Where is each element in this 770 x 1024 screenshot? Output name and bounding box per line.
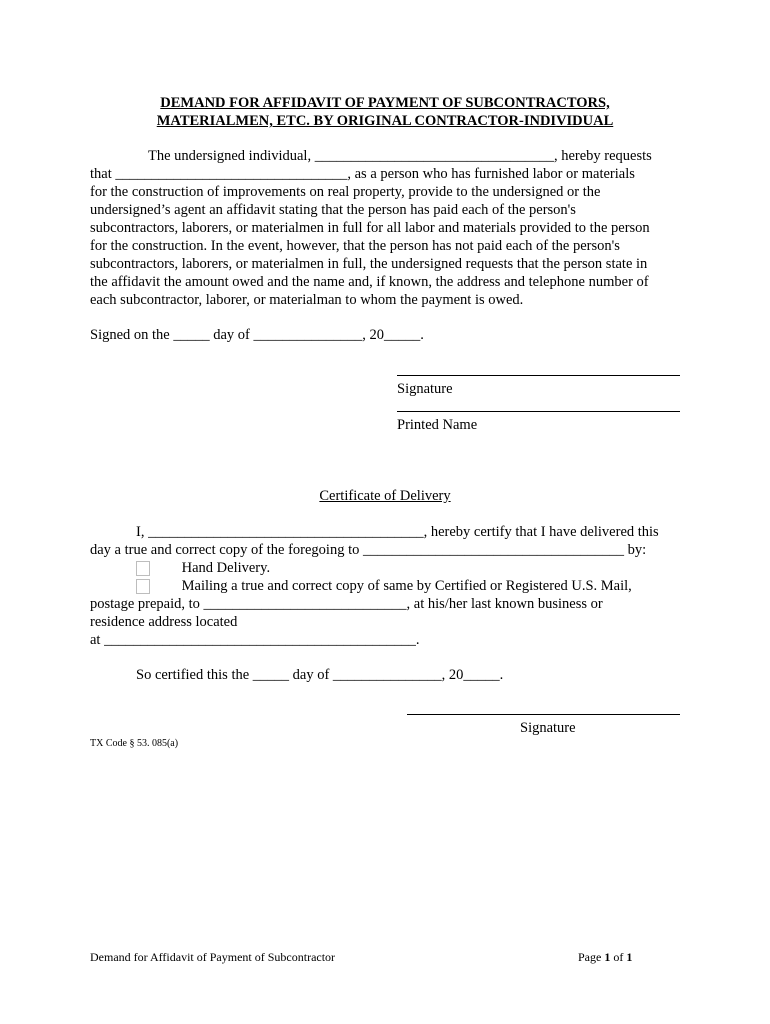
postage-line: postage prepaid, to ____________________________, at his/her last known business or xyxy=(90,596,603,612)
current-page: 1 xyxy=(604,950,611,964)
signature-rule xyxy=(397,375,680,376)
page-word: Page xyxy=(578,950,602,964)
paragraph-line: for the construction. In the event, however, that the person has not paid each of the person's xyxy=(90,238,620,254)
paragraph-line: each subcontractor, laborer, or materialman to whom the payment is owed. xyxy=(90,292,524,308)
certificate-signature-label: Signature xyxy=(520,720,576,736)
paragraph-line: for the construction of improvements on real property, provide to the undersigned or the xyxy=(90,184,601,200)
hand-delivery-checkbox[interactable] xyxy=(136,561,150,576)
mail-delivery-checkbox[interactable] xyxy=(136,579,150,594)
residence-line: residence address located xyxy=(90,614,238,630)
code-reference: TX Code § 53. 085(a) xyxy=(90,738,179,749)
printed-name-rule xyxy=(397,411,680,412)
paragraph-line: The undersigned individual, _________________________________, hereby requests xyxy=(148,148,652,164)
document-title xyxy=(90,94,680,130)
paragraph-line: subcontractors, laborers, or materialmen in full for all labor and materials provided to the person xyxy=(90,220,650,236)
title-line-1: DEMAND FOR AFFIDAVIT OF PAYMENT OF SUBCONTRACTORS, xyxy=(160,95,610,111)
total-pages: 1 xyxy=(626,950,633,964)
footer-title: Demand for Affidavit of Payment of Subcontractor xyxy=(90,950,336,964)
address-at-line: at ___________________________________________. xyxy=(90,632,420,648)
of-word: of xyxy=(613,950,624,964)
signature-label: Signature xyxy=(397,381,453,397)
signed-on-line: Signed on the _____ day of _______________, 20_____. xyxy=(90,327,424,343)
title-line-2: MATERIALMEN, ETC. BY ORIGINAL CONTRACTOR-INDIVIDUAL xyxy=(156,113,614,129)
hand-delivery-option xyxy=(136,559,270,577)
certificate-heading: Certificate of Delivery xyxy=(319,488,451,504)
certificate-line-2: day a true and correct copy of the foregoing to ____________________________________ by: xyxy=(90,542,647,558)
certificate-line-1: I, ______________________________________, hereby certify that I have delivered this xyxy=(136,524,659,540)
paragraph-line: the affidavit the amount owed and the name and, if known, the address and telephone number of xyxy=(90,274,649,290)
mail-delivery-label: Mailing a true and correct copy of same by Certified or Registered U.S. Mail, xyxy=(181,578,632,594)
hand-delivery-label: Hand Delivery. xyxy=(181,560,271,576)
paragraph-line: undersigned’s agent an affidavit stating that the person has paid each of the person's xyxy=(90,202,576,218)
page-number xyxy=(578,950,632,964)
demand-paragraph xyxy=(90,147,682,309)
paragraph-line: subcontractors, laborers, or materialmen in full, the undersigned requests that the person state in xyxy=(90,256,648,272)
certificate-signature-rule xyxy=(407,714,680,715)
paragraph-line: that ________________________________, as a person who has furnished labor or materials xyxy=(90,166,635,182)
printed-name-label: Printed Name xyxy=(397,417,478,433)
so-certified-line: So certified this the _____ day of _______________, 20_____. xyxy=(136,667,504,683)
mail-delivery-option xyxy=(136,577,632,595)
